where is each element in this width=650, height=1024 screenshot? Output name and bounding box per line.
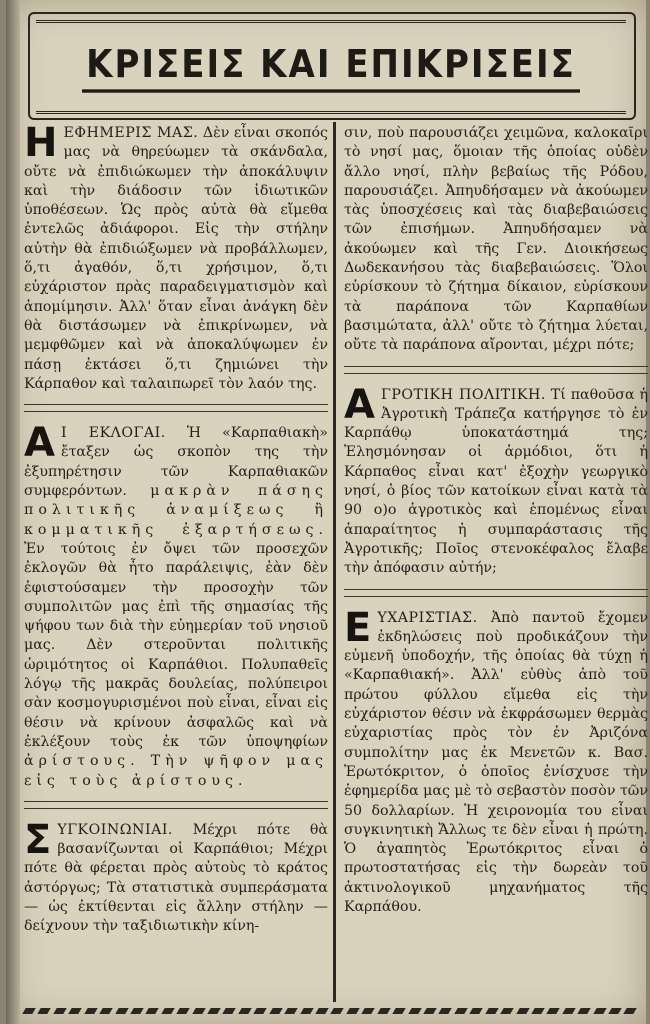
article-efimeris [24, 120, 328, 394]
page-title: ΚΡΙΣΕΙΣ ΚΑΙ ΕΠΙΚΡΙΣΕΙΣ [82, 42, 580, 92]
right-column [344, 124, 648, 927]
article-heading: ΥΓΚΟΙΝΩΝΙΑΙ. [57, 821, 173, 838]
article-heading: ΓΡΟΤΙΚΗ ΠΟΛΙΤΙΚΗ. [380, 386, 546, 403]
dropcap: Η [24, 120, 58, 166]
article-body: Τί παθοῦσα ἡ Ἀγροτικὴ Τράπεζα κατήργησε τὸ ἐν Καρπάθῳ ὑποκατάστημά της; Ἐλησμόνησαν οἱ ἁρμόδιοι, ὅτι ἡ Κάρπαθος εἶναι κατ' ἐξοχὴν γεωργικὸ νησί, ὁ βίος τῶν κατοίκων εἶναι κατὰ τὰ 90 ο)ο ἀγροτικὸς καὶ ἑπομένως εἶναι ἀπαραίτητος ἡ συμπαράστασις τῆς Ἀγροτικῆς; Ποῖος στενοκέφαλος ἔλαβε τὴν ἀπόφασιν αὐτήν; [344, 386, 648, 577]
article-ekloges [24, 420, 328, 791]
article-body: Δὲν εἶναι σκοπός μας νὰ θηρεύωμεν τὰ σκάνδαλα, οὔτε νὰ ἐπιδιώκωμεν τὴν ἀποκάλυψιν καὶ τὴν διάδοσιν τῶν ἰδιωτικῶν ὑποθέσεων. Ὡς πρὸς αὐτὰ θὰ εἴμεθα ἐντελῶς ἀδιάφοροι. Εἰς τὴν στήλην αὐτὴν θὰ ἐπιδιώξωμεν νὰ προβάλλωμεν, ὅ,τι ἀγαθόν, ὅ,τι χρήσιμον, ὅ,τι εὐχάριστον πρὰς παραδειγματισμὸν καὶ ἀπομίμησιν. Ἀλλ' ὅταν εἶναι ἀνάγκη δὲν θὰ διστάσωμεν νὰ ἐπικρίνωμεν, νὰ μεμφθῶμεν καὶ νὰ ἀποκαλύψωμεν ἐν πάσῃ ἐκτάσει ὅ,τι ζημιώνει τὴν Κάρπαθον καὶ ταλαιπωρεῖ τὸν λαόν της. [24, 125, 328, 392]
article-body: σιν, ποὺ παρουσιάζει χειμῶνα, καλοκαῖρι τὸ νησί μας, ὅμοιαν τῆς ὁποίας οὐδὲν ἄλλο νησί, πλὴν βεβαίως τῆς Ρόδου, παρουσιάζει. Ἀπηυδήσαμεν νὰ ἀκούωμεν τὰς ὑποσχέσεις καὶ τὰς διαβεβαιώσεις τῶν ἐπισήμων. Ἀπηυδήσαμεν νὰ ἀκούωμεν καὶ τῆς Γεν. Διοικήσεως Δωδεκανήσου τὰς διαβεβαιώσεις. Ὅλοι εὑρίσκουν τὸ ζήτημα δίκαιον, εὑρίσκουν τὰ παράπονα τῶν Καρπαθίων βασιμώτατα, ἀλλ' οὔτε τὸ ζήτημα λύεται, οὔτε τὰ παράπονα αἴρονται, μέχρι πότε; [344, 125, 648, 354]
article-body-spaced: μακρὰν πάσης πολιτικῆς ἀναμίξεως ἢ κομματικῆς ἐξαρτήσεως. [24, 483, 328, 538]
article-heading: ΕΦΗΜΕΡΙΣ ΜΑΣ. [63, 125, 199, 141]
article-continuation [344, 124, 648, 356]
dropcap: Α [344, 381, 375, 428]
column-divider [333, 122, 336, 1002]
article-agrotiki [344, 381, 648, 579]
section-separator [344, 589, 648, 597]
header-title-band [36, 20, 626, 114]
dropcap: Ε [344, 604, 372, 651]
section-separator [24, 404, 328, 412]
article-eyxaristies [344, 604, 648, 918]
dropcap: Α [24, 420, 55, 467]
article-body: Ἀπὸ παντοῦ ἔχομεν ἐκδηλώσεις ποὺ προδικάζουν τὴν εὐμενῆ ὑποδοχήν, τῆς ὁποίας θὰ τύχῃ ἡ «Καρπαθιακή». Ἀλλ' εὐθὺς ἀπὸ τοῦ πρώτου φύλλου εἴμεθα εἰς τὴν εὐχάριστον θέσιν νὰ ἐκφράσωμεν θερμὰς εὐχαριστίας πρὸς τὸν ἐν Ἀριζόνα συμπολίτην μας ἐκ Μενετῶν κ. Βασ. Ἐρωτόκριτον, ὁ ὁποῖος ἐνίσχυσε τὴν ἐφημερίδα μας μὲ τὸ σεβαστὸν ποσὸν τῶν 50 δολλαρίων. Ἡ χειρονομία του εἶναι συγκινητικὴ Ἄλλως τε δὲν εἶναι ἡ πρώτη. Ὁ ἀγαπητὸς Ἐρωτόκριτος εἶναι ὁ πρωτοστατήσας εἰς τὴν δωρεὰν τοῦ ἀκτινολογικοῦ μηχανήματος τῆς Καρπάθου. [344, 609, 648, 915]
article-body: Μέχρι πότε θὰ βασανίζωνται οἱ Καρπάθιοι; Μέχρι πότε θὰ φέρεται πρὸς αὐτοὺς τὸ κράτος ἀστόργως; Τὰ στατιστικὰ συμπεράσματα — ὡς ἐκτίθενται εἰς ἄλλην στήλην — δείχνουν τὴν ταξιδιωτικὴν κίνη- [24, 821, 328, 935]
article-sygkoinoniai [24, 816, 328, 937]
article-body-spaced: ἀρίστους. Τὴν ψῆφον μας εἰς τοὺς ἀρίστους. [24, 753, 328, 789]
page-fold-shadow [6, 0, 20, 1024]
section-separator [344, 366, 648, 374]
section-separator [24, 801, 328, 809]
bottom-ornament-border [24, 1006, 636, 1016]
newspaper-page [6, 0, 646, 1024]
article-body: Ἐν τούτοις ἐν ὄψει τῶν προσεχῶν ἐκλογῶν θὰ ἦτο παράλειψις, ἐὰν δὲν ἐφιστούσαμεν τὴν προσοχὴν τῶν συμπολιτῶν μας ἐπὶ τῆς σημασίας τῆς ψήφου των διὰ τὴν εὐημερίαν τοῦ νησιοῦ μας. Δὲν στεροῦνται πολιτικῆς ὡριμότητος οἱ Καρπάθιοι. Πολυπαθεῖς λόγῳ τῆς μακρᾶς δουλείας, πολύπειροι σὰν κοσμογυρισμένοι ποὺ εἶναι, εἶναι εἰς θέσιν νὰ κρίνουν ἀσφαλῶς καὶ νὰ ἐκλέξουν τοὺς ἐκ τῶν ὑποψηφίων [24, 540, 328, 750]
left-column [24, 120, 328, 947]
dropcap: Σ [24, 816, 52, 863]
article-heading: Ι ΕΚΛΟΓΑΙ. [60, 425, 166, 442]
article-heading: ΥΧΑΡΙΣΤΙΑΣ. [377, 609, 478, 626]
article-body: Ἡ «Καρπαθιακὴ» ἔταξεν ὡς σκοπὸν της τὴν ἐξυπηρέτησιν τῶν Καρπαθιακῶν συμφερόντων. [24, 425, 328, 500]
